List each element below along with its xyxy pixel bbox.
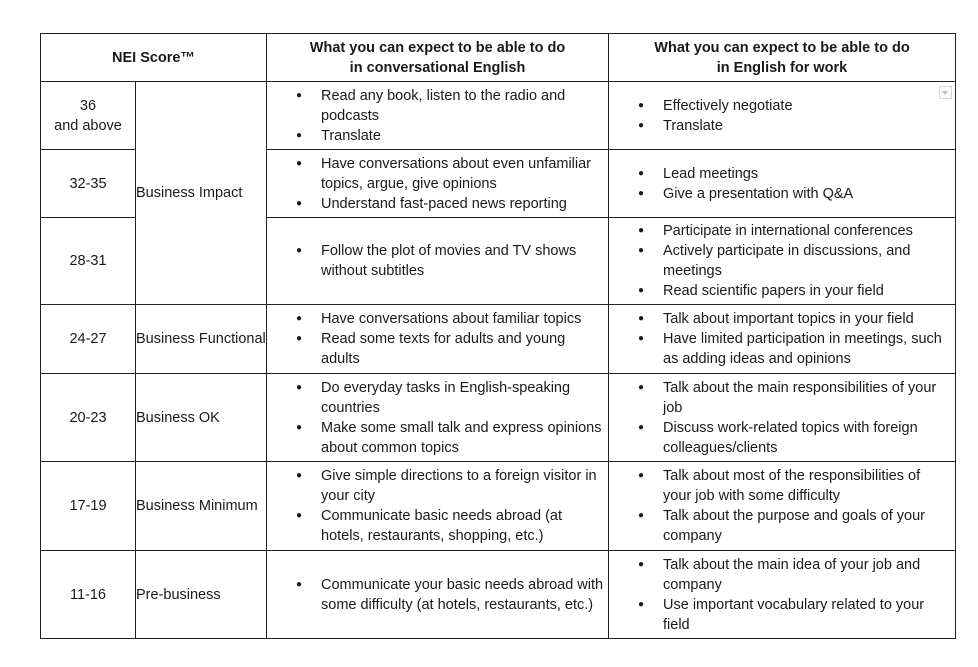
list-item: ● Talk about the main idea of your job and company xyxy=(609,555,955,595)
table-row xyxy=(41,551,956,639)
list-item: ● Follow the plot of movies and TV shows without subtitles xyxy=(267,241,608,281)
list-item: ● Give simple directions to a foreign visitor in your city xyxy=(267,466,608,506)
level-pre-business: Pre-business xyxy=(136,551,267,639)
score-cell: 11-16 xyxy=(41,551,136,639)
list-item: ● Understand fast-paced news reporting xyxy=(267,194,608,214)
conversational-cell xyxy=(267,305,609,374)
work-cell xyxy=(609,374,956,462)
score-cell xyxy=(41,82,136,150)
header-work-line2: in English for work xyxy=(716,59,848,76)
work-cell xyxy=(609,305,956,374)
list-item: ● Read any book, listen to the radio and podcasts xyxy=(267,86,608,126)
table-row xyxy=(41,462,956,551)
level-business-impact: Business Impact xyxy=(136,82,267,305)
work-cell xyxy=(609,82,956,150)
list-item: ● Lead meetings xyxy=(609,164,955,184)
work-cell xyxy=(609,150,956,218)
score-cell: 28-31 xyxy=(41,218,136,305)
list-item: ● Talk about the purpose and goals of your company xyxy=(609,506,955,546)
score-line2: and above xyxy=(54,117,122,134)
table-row xyxy=(41,305,956,374)
list-item: ● Discuss work-related topics with foreign colleagues/clients xyxy=(609,418,955,458)
list-item: ● Communicate your basic needs abroad with some difficulty (at hotels, restaurants, etc.) xyxy=(267,575,608,615)
conversational-cell xyxy=(267,374,609,462)
nei-score-table xyxy=(40,33,956,639)
header-work-line1: What you can expect to be able to do xyxy=(654,39,910,56)
level-business-minimum: Business Minimum xyxy=(136,462,267,551)
score-cell: 24-27 xyxy=(41,305,136,374)
header-conversational-line1: What you can expect to be able to do xyxy=(309,39,566,56)
list-item: ● Talk about the main responsibilities of your job xyxy=(609,378,955,418)
list-item: ● Have conversations about familiar topics xyxy=(267,309,608,329)
conversational-cell xyxy=(267,218,609,305)
list-item: ● Have conversations about even unfamiliar topics, argue, give opinions xyxy=(267,154,608,194)
score-line1: 36 xyxy=(79,97,97,114)
list-item: ● Participate in international conferences xyxy=(609,221,955,241)
level-business-functional: Business Functional xyxy=(136,305,267,374)
score-cell: 17-19 xyxy=(41,462,136,551)
level-business-ok: Business OK xyxy=(136,374,267,462)
score-cell: 32-35 xyxy=(41,150,136,218)
list-item: ● Talk about most of the responsibilities of your job with some difficulty xyxy=(609,466,955,506)
conversational-cell xyxy=(267,551,609,639)
table-row xyxy=(41,374,956,462)
list-item: ● Effectively negotiate xyxy=(609,96,955,116)
list-item: ● Have limited participation in meetings, such as adding ideas and opinions xyxy=(609,329,955,369)
list-item: ● Do everyday tasks in English-speaking countries xyxy=(267,378,608,418)
score-cell: 20-23 xyxy=(41,374,136,462)
list-item: ● Communicate basic needs abroad (at hotels, restaurants, shopping, etc.) xyxy=(267,506,608,546)
work-cell xyxy=(609,218,956,305)
list-item: ● Talk about important topics in your field xyxy=(609,309,955,329)
header-work xyxy=(609,34,956,82)
list-item: ● Make some small talk and express opinions about common topics xyxy=(267,418,608,458)
header-row xyxy=(41,34,956,82)
list-item: ● Translate xyxy=(609,116,955,136)
list-item: ● Translate xyxy=(267,126,608,146)
header-conversational xyxy=(267,34,609,82)
work-cell xyxy=(609,551,956,639)
list-item: ● Actively participate in discussions, and meetings xyxy=(609,241,955,281)
list-item: ● Use important vocabulary related to your field xyxy=(609,595,955,635)
conversational-cell xyxy=(267,462,609,551)
list-item: ● Read scientific papers in your field xyxy=(609,281,955,301)
list-item: ● Give a presentation with Q&A xyxy=(609,184,955,204)
work-cell xyxy=(609,462,956,551)
header-nei-score: NEI Score™ xyxy=(41,34,267,82)
list-item: ● Read some texts for adults and young adults xyxy=(267,329,608,369)
header-conversational-line2: in conversational English xyxy=(349,59,526,76)
table-row xyxy=(41,82,956,150)
conversational-cell xyxy=(267,82,609,150)
conversational-cell xyxy=(267,150,609,218)
